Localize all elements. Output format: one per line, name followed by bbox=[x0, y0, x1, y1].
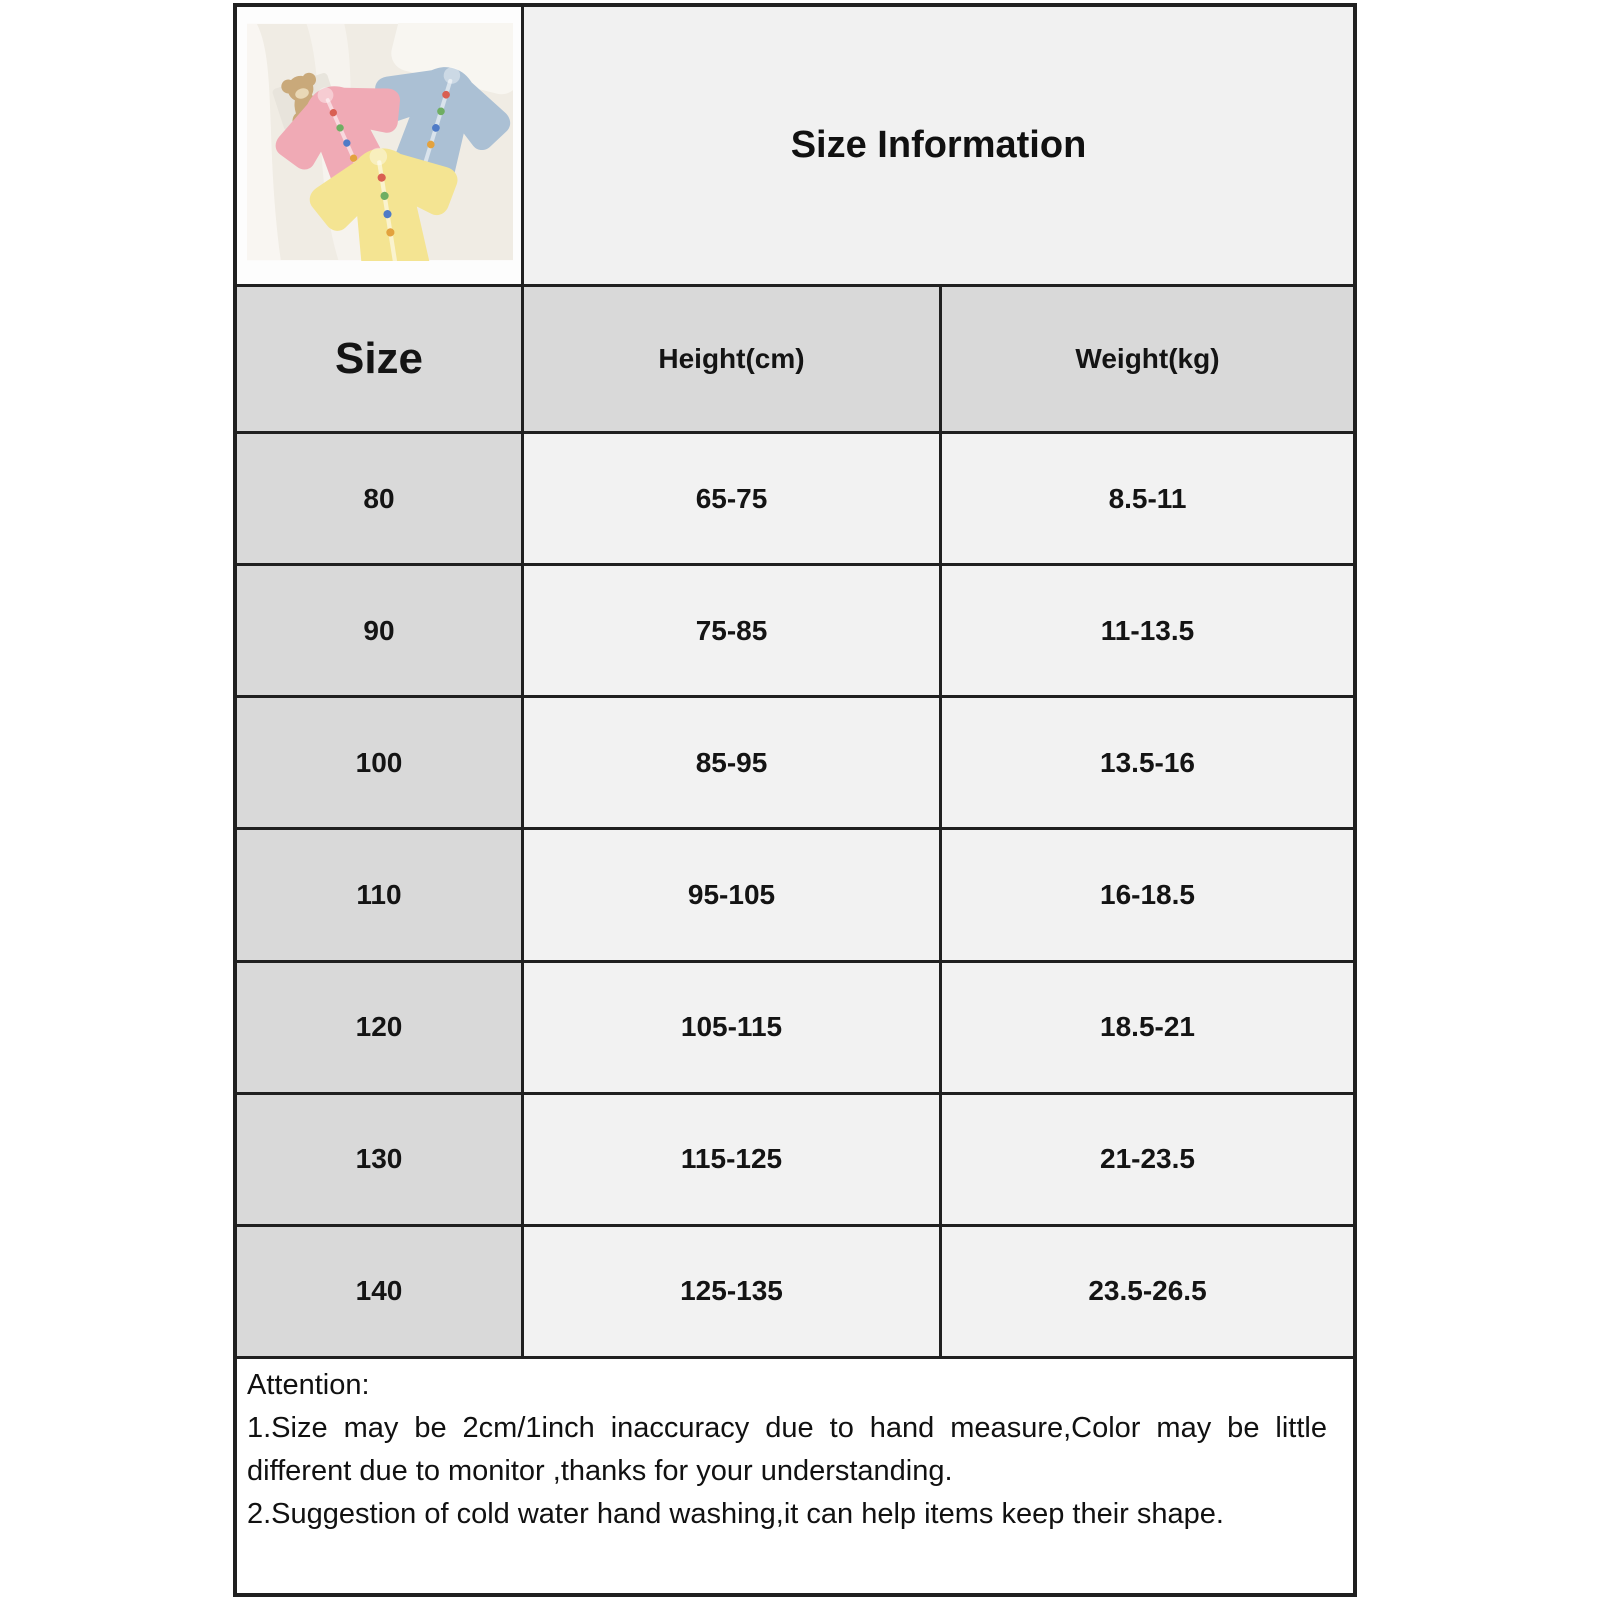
table-row bbox=[237, 963, 1353, 1095]
row-size-cell: 110 bbox=[237, 830, 524, 959]
row-size-cell: 130 bbox=[237, 1095, 524, 1224]
row-weight-cell: 11-13.5 bbox=[942, 566, 1353, 695]
table-row bbox=[237, 1227, 1353, 1359]
row-size-cell: 140 bbox=[237, 1227, 524, 1356]
table-row bbox=[237, 698, 1353, 830]
row-height-cell: 115-125 bbox=[524, 1095, 942, 1224]
size-chart-sheet bbox=[233, 3, 1357, 1597]
size-information-banner bbox=[524, 7, 1353, 284]
column-header-size: Size bbox=[237, 287, 524, 431]
row-weight-cell: 21-23.5 bbox=[942, 1095, 1353, 1224]
table-row bbox=[237, 434, 1353, 566]
table-row bbox=[237, 1095, 1353, 1227]
row-height-cell: 105-115 bbox=[524, 963, 942, 1092]
product-photo bbox=[247, 23, 513, 261]
row-height-cell: 85-95 bbox=[524, 698, 942, 827]
table-header-row bbox=[237, 287, 1353, 434]
row-weight-cell: 13.5-16 bbox=[942, 698, 1353, 827]
size-table-body bbox=[237, 434, 1353, 1359]
row-size-cell: 120 bbox=[237, 963, 524, 1092]
page-title: Size Information bbox=[790, 124, 1087, 166]
banner-row bbox=[237, 7, 1353, 287]
row-size-cell: 90 bbox=[237, 566, 524, 695]
attention-note-1: 1.Size may be 2cm/1inch inaccuracy due to hand measure,Color may be little different due to monitor ,thanks for your understanding. bbox=[247, 1412, 1327, 1487]
attention-note-2: 2.Suggestion of cold water hand washing,it can help items keep their shape. bbox=[247, 1498, 1224, 1530]
attention-section bbox=[237, 1359, 1353, 1593]
row-weight-cell: 16-18.5 bbox=[942, 830, 1353, 959]
row-size-cell: 80 bbox=[237, 434, 524, 563]
row-height-cell: 75-85 bbox=[524, 566, 942, 695]
column-header-weight: Weight(kg) bbox=[942, 287, 1353, 431]
row-size-cell: 100 bbox=[237, 698, 524, 827]
row-height-cell: 65-75 bbox=[524, 434, 942, 563]
table-row bbox=[237, 566, 1353, 698]
row-weight-cell: 23.5-26.5 bbox=[942, 1227, 1353, 1356]
row-weight-cell: 8.5-11 bbox=[942, 434, 1353, 563]
row-weight-cell: 18.5-21 bbox=[942, 963, 1353, 1092]
table-row bbox=[237, 830, 1353, 962]
row-height-cell: 95-105 bbox=[524, 830, 942, 959]
product-photo-cell bbox=[237, 7, 524, 284]
attention-label: Attention: bbox=[247, 1369, 370, 1401]
column-header-height: Height(cm) bbox=[524, 287, 942, 431]
row-height-cell: 125-135 bbox=[524, 1227, 942, 1356]
